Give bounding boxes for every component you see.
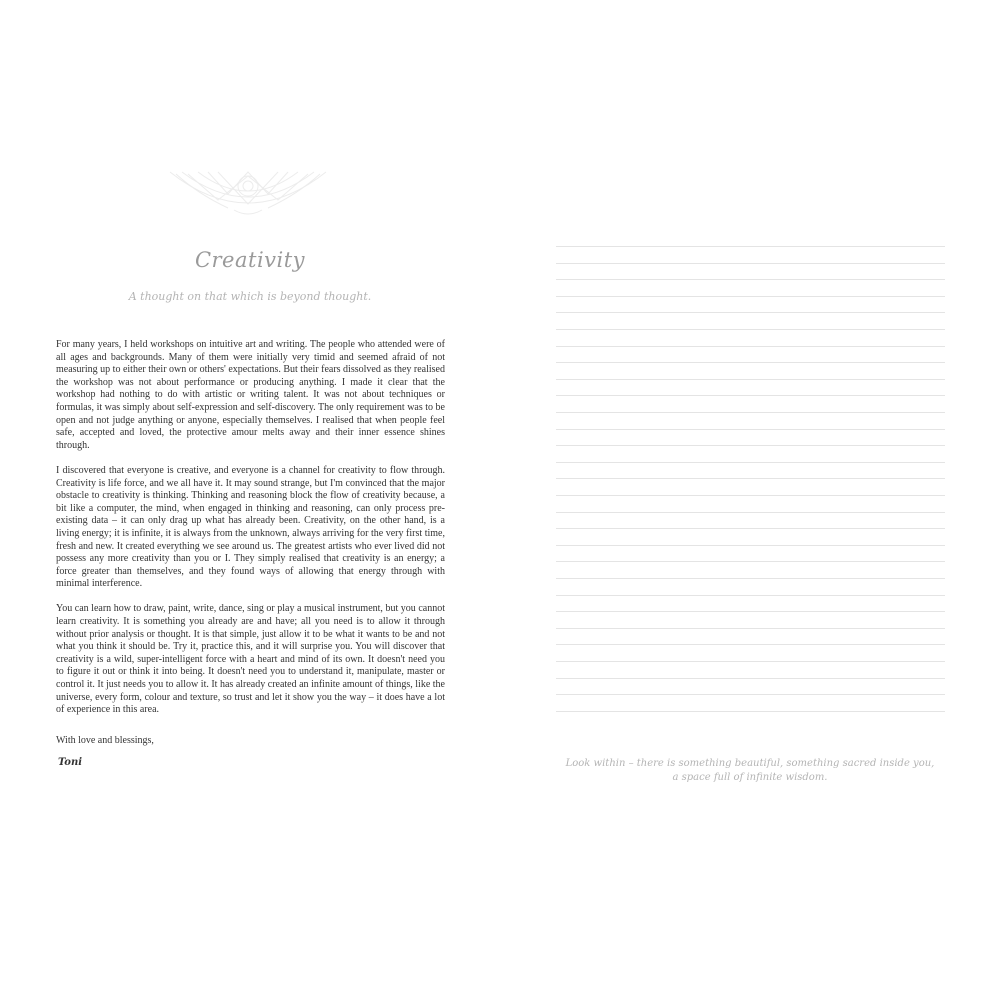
writing-rule — [556, 644, 945, 645]
body-paragraph: I discovered that everyone is creative, and everyone is a channel for creativity to flow through. Creativity is life force, and we all have it. It may sound strange, but I'm convinced that the major obstacle to creativity is thinking. Thinking and reasoning block the flow of creativity because, a bit like a computer, the mind, when engaged in thinking and reasoning, can only process pre-existing data – it can only drag up what has already been. Creativity, on the other hand, is a living energy; it is infinite, it is always from the unknown, always arriving for the very first time, fresh and new. It created everything we see around us. The greatest artists who ever lived did not possess any more creativity than you or I. They simply realised that creativity is an energy; a force greater than themselves, and they found ways of allowing that energy through with minimal interference. — [56, 464, 445, 590]
quote-line: a space full of infinite wisdom. — [672, 772, 828, 783]
writing-rule — [556, 346, 945, 347]
quote — [550, 757, 950, 785]
body-text — [56, 339, 445, 729]
writing-rule — [556, 495, 945, 496]
writing-rule — [556, 429, 945, 430]
mandala-ornament-icon — [168, 164, 328, 220]
body-paragraph: You can learn how to draw, paint, write, dance, sing or play a musical instrument, but you cannot learn creativity. It is something you already are and have; all you need is to allow it through without prior analysis or thought. It is that simple, just allow it to be what it wants to be and not what you think it should be. Try it, practice this, and it will surprise you. You will discover that creativity is a wild, super-intelligent force with a heart and mind of its own. It doesn't need you to figure it out or think it into being. It doesn't need you to understand it, manipulate, master or control it. It just needs you to allow it. It has already created an infinite amount of things, like the universe, every form, colour and texture, so trust and let it show you the way – it does have a lot of experience in this area. — [56, 603, 445, 716]
body-paragraph: For many years, I held workshops on intuitive art and writing. The people who attended were of all ages and backgrounds. Many of them were initially very timid and seemed afraid of not measuring up to either their own or others' expectations. But their fears dissolved as they realised the workshop was not about performance or producing anything. I made it clear that the workshop had nothing to do with artistic or writing talent. It was not about techniques or formulas, it was simply about self-expression and self-discovery. The only requirement was to be open and not judge anything or anyone, especially themselves. I realised that when people feel safe, accepted and loved, the protective amour melts away and their inner essence shines through. — [56, 339, 445, 451]
writing-rule — [556, 412, 945, 413]
writing-rule — [556, 246, 945, 247]
page-subtitle: A thought on that which is beyond thought. — [128, 290, 372, 303]
writing-rule — [556, 694, 945, 695]
quote-line: Look within – there is something beautiful, something sacred inside you, — [565, 758, 935, 769]
writing-rule — [556, 545, 945, 546]
writing-rule — [556, 611, 945, 612]
writing-rule — [556, 296, 945, 297]
writing-rule — [556, 462, 945, 463]
writing-rule — [556, 512, 945, 513]
closing-line: With love and blessings, — [56, 735, 154, 746]
page-title: Creativity — [194, 248, 306, 272]
writing-rule — [556, 595, 945, 596]
writing-rule — [556, 578, 945, 579]
writing-rule — [556, 478, 945, 479]
writing-rule — [556, 379, 945, 380]
writing-rule — [556, 279, 945, 280]
ruled-lines — [556, 246, 945, 726]
right-page — [500, 0, 1000, 995]
writing-rule — [556, 312, 945, 313]
writing-rule — [556, 445, 945, 446]
writing-rule — [556, 711, 945, 712]
writing-rule — [556, 678, 945, 679]
writing-rule — [556, 528, 945, 529]
writing-rule — [556, 263, 945, 264]
writing-rule — [556, 395, 945, 396]
writing-rule — [556, 329, 945, 330]
writing-rule — [556, 362, 945, 363]
writing-rule — [556, 661, 945, 662]
writing-rule — [556, 628, 945, 629]
signature: Toni — [58, 757, 83, 768]
writing-rule — [556, 561, 945, 562]
